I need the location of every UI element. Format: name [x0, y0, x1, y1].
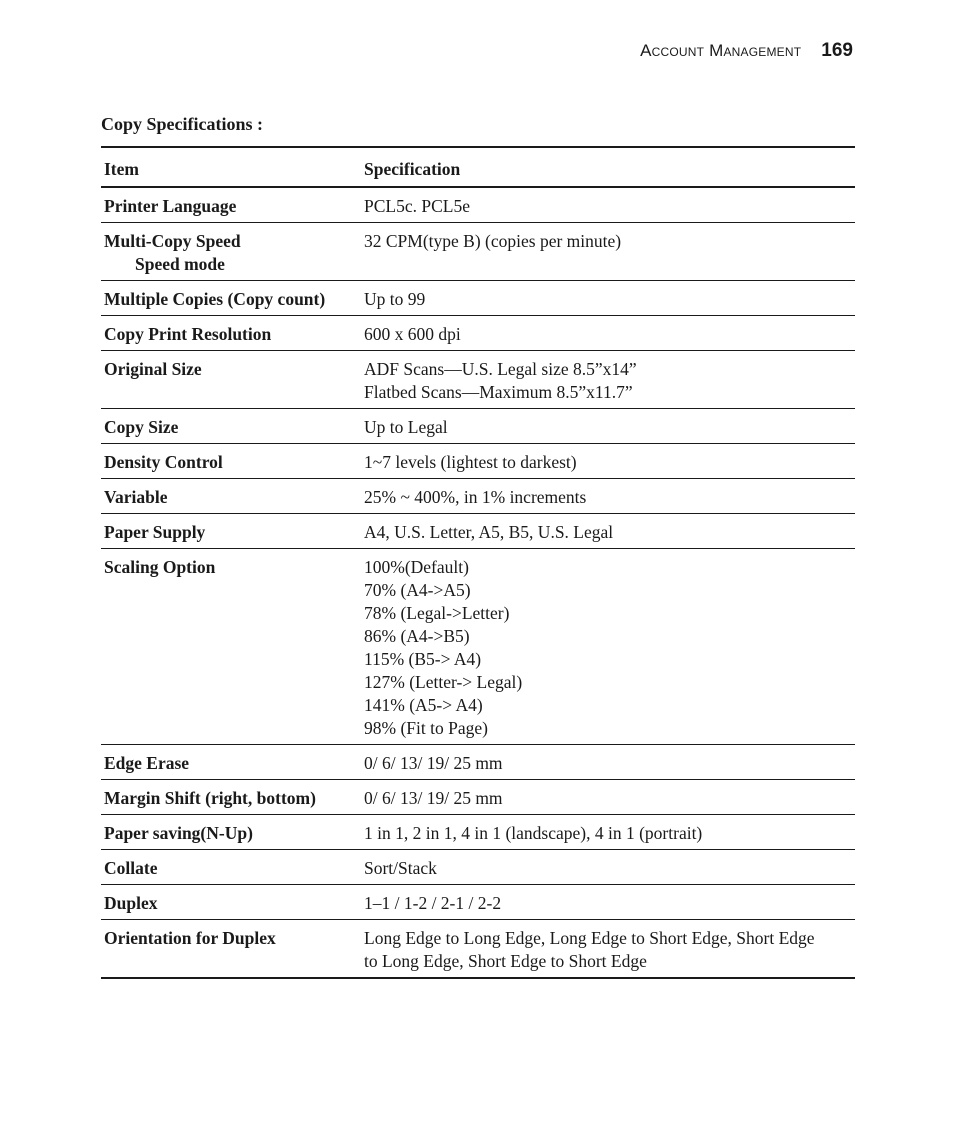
item-label: Paper Supply: [104, 522, 206, 542]
running-title: Account Management: [640, 41, 802, 60]
specification-line: 1–1 / 1-2 / 2-1 / 2-2: [364, 893, 502, 913]
item-cell: [101, 409, 361, 444]
table-row: [101, 409, 855, 444]
specification-cell: [361, 187, 855, 223]
specification-line: 70% (A4->A5): [364, 580, 471, 600]
table-row: [101, 351, 855, 409]
item-cell: [101, 223, 361, 281]
item-label: Multiple Copies (Copy count): [104, 289, 326, 309]
table-row: [101, 514, 855, 549]
specification-line: PCL5c. PCL5e: [364, 196, 470, 216]
specification-cell: [361, 850, 855, 885]
item-cell: [101, 850, 361, 885]
specification-line: 86% (A4->B5): [364, 626, 470, 646]
specification-cell: [361, 281, 855, 316]
item-cell: [101, 549, 361, 745]
item-label: Collate: [104, 858, 158, 878]
table-row: [101, 223, 855, 281]
item-cell: [101, 815, 361, 850]
item-label: Printer Language: [104, 196, 237, 216]
table-row: [101, 549, 855, 745]
item-label: Paper saving(N-Up): [104, 823, 253, 843]
specification-line: 115% (B5-> A4): [364, 649, 482, 669]
specification-line: 32 CPM(type B) (copies per minute): [364, 231, 622, 251]
specification-line: 98% (Fit to Page): [364, 718, 488, 738]
specification-line: 100%(Default): [364, 557, 469, 577]
table-row: [101, 780, 855, 815]
item-label: Orientation for Duplex: [104, 928, 276, 948]
item-cell: [101, 920, 361, 979]
item-label: Multi-Copy Speed: [104, 231, 241, 251]
specification-line: ADF Scans—U.S. Legal size 8.5”x14”: [364, 359, 637, 379]
specification-line: Up to Legal: [364, 417, 448, 437]
item-cell: [101, 780, 361, 815]
specification-cell: [361, 549, 855, 745]
table-row: [101, 316, 855, 351]
table-row: [101, 187, 855, 223]
specification-cell: [361, 815, 855, 850]
item-label: Density Control: [104, 452, 223, 472]
specification-line: Flatbed Scans—Maximum 8.5”x11.7”: [364, 382, 633, 402]
specification-line: 1~7 levels (lightest to darkest): [364, 452, 577, 472]
specification-cell: [361, 920, 855, 979]
column-header-item: Item: [104, 159, 139, 179]
table-row: [101, 444, 855, 479]
item-label: Copy Print Resolution: [104, 324, 272, 344]
specification-cell: [361, 409, 855, 444]
specification-line: 78% (Legal->Letter): [364, 603, 510, 623]
running-header: [640, 40, 853, 62]
column-header-specification: Specification: [364, 159, 461, 179]
item-cell: [101, 444, 361, 479]
table-row: [101, 920, 855, 979]
specification-cell: [361, 316, 855, 351]
item-label: Scaling Option: [104, 557, 216, 577]
table-row: [101, 281, 855, 316]
specification-line: to Long Edge, Short Edge to Short Edge: [364, 951, 647, 971]
item-cell: [101, 479, 361, 514]
specification-line: 1 in 1, 2 in 1, 4 in 1 (landscape), 4 in 1 (portrait): [364, 823, 703, 843]
item-label: Edge Erase: [104, 753, 190, 773]
table-row: [101, 885, 855, 920]
item-cell: [101, 885, 361, 920]
item-sub-label: Speed mode: [135, 254, 225, 274]
specification-line: A4, U.S. Letter, A5, B5, U.S. Legal: [364, 522, 614, 542]
item-cell: [101, 514, 361, 549]
table-header-row: [101, 147, 855, 187]
item-label: Margin Shift (right, bottom): [104, 788, 316, 808]
item-cell: [101, 351, 361, 409]
specification-line: 127% (Letter-> Legal): [364, 672, 523, 692]
section-title: Copy Specifications :: [101, 114, 263, 134]
specification-line: Long Edge to Long Edge, Long Edge to Short Edge, Short Edge: [364, 928, 815, 948]
table-row: [101, 479, 855, 514]
table-row: [101, 815, 855, 850]
specification-line: 141% (A5-> A4): [364, 695, 483, 715]
item-cell: [101, 187, 361, 223]
specification-line: 0/ 6/ 13/ 19/ 25 mm: [364, 788, 503, 808]
page-number: 169: [821, 40, 853, 61]
specification-cell: [361, 479, 855, 514]
specification-cell: [361, 351, 855, 409]
specification-cell: [361, 514, 855, 549]
item-cell: [101, 281, 361, 316]
copy-specifications-table: [101, 146, 855, 979]
item-label: Duplex: [104, 893, 158, 913]
specification-line: 600 x 600 dpi: [364, 324, 461, 344]
specification-line: 0/ 6/ 13/ 19/ 25 mm: [364, 753, 503, 773]
specification-cell: [361, 444, 855, 479]
specification-cell: [361, 885, 855, 920]
item-label: Variable: [104, 487, 168, 507]
specification-line: Up to 99: [364, 289, 426, 309]
item-label: Copy Size: [104, 417, 179, 437]
specification-line: Sort/Stack: [364, 858, 437, 878]
specification-cell: [361, 780, 855, 815]
table-row: [101, 850, 855, 885]
item-cell: [101, 316, 361, 351]
table-body: [101, 187, 855, 978]
item-label: Original Size: [104, 359, 202, 379]
specification-line: 25% ~ 400%, in 1% increments: [364, 487, 587, 507]
specification-cell: [361, 223, 855, 281]
item-cell: [101, 745, 361, 780]
table-row: [101, 745, 855, 780]
specification-cell: [361, 745, 855, 780]
